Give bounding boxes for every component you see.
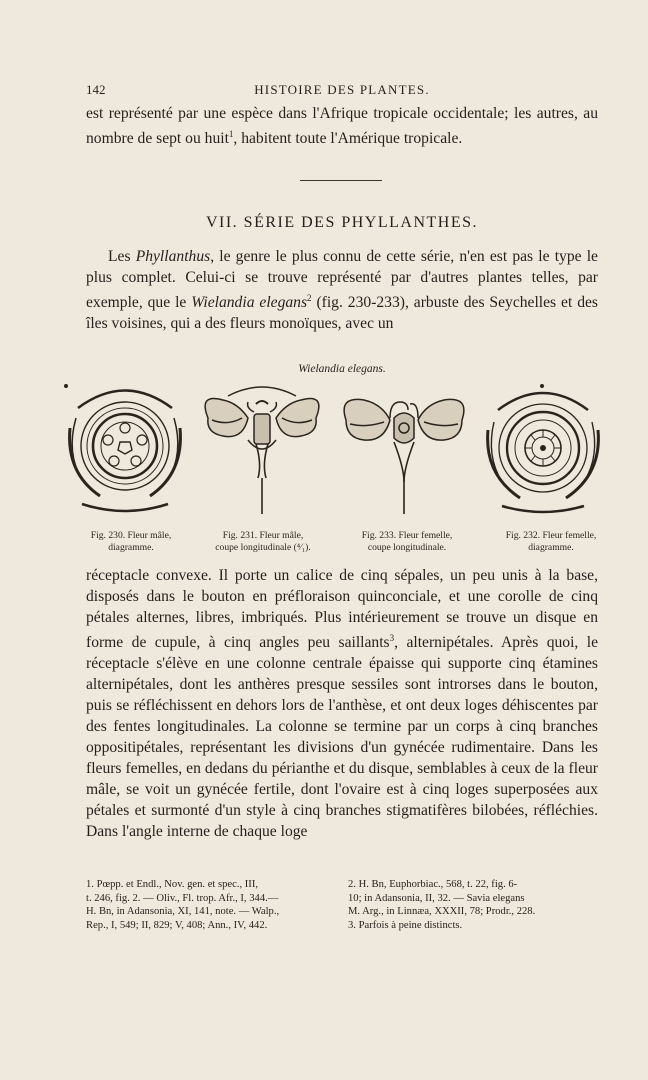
paragraph-1-text-end: , habitent toute l'Amérique tropicale.	[233, 130, 463, 148]
caption-line: Fig. 230. Fleur mâle,	[90, 530, 172, 541]
section-male-flower-illustration	[198, 378, 326, 518]
diagram-female-flower-illustration	[478, 378, 608, 518]
diagram-male-flower-illustration	[60, 378, 190, 518]
caption-line: Fig. 233. Fleur femelle,	[361, 530, 453, 541]
footnote-line: 10; in Adansonia, II, 32. — Savia elegans	[348, 892, 525, 904]
footnote-ref-1[interactable]: 1	[228, 129, 234, 139]
paragraph-2-part1: Les	[108, 248, 136, 265]
caption-line: coupe longitudinale.	[367, 542, 447, 553]
footnote-line: Rep., I, 549; II, 829; V, 408; Ann., IV, 442.	[86, 919, 268, 931]
section-female-flower-illustration	[338, 378, 470, 518]
paragraph-3	[86, 565, 598, 842]
footnote-line: M. Arg., in Linnæa, XXXII, 78; Prodr., 228.	[348, 906, 536, 918]
page-number: 142	[86, 82, 106, 97]
caption-fig-231	[198, 530, 328, 554]
paragraph-2-part3: (fig. 230-233), arbuste des Seychelles et des îles voisines, qui a des fleurs monoïques, avec un	[86, 294, 598, 333]
section-title: VII. SÉRIE DES PHYLLANTHES.	[205, 214, 479, 231]
figure-plate	[48, 378, 608, 526]
paragraph-3-part2: , alternipétales. Après quoi, le réceptacle s'élève en une colonne centrale épaisse qui supporte cinq étamines alternipétales, dont les anthères presque sessiles sont introrses dans le bouton, puis se réfléchissent en dehors lors de l'anthèse, et ont deux loges déhiscentes par des fentes longitudinales. La colonne se termine par un corps à cinq branches oppositipétales, représentant les divisions d'un gynécée rudimentaire. Dans les fleurs femelles, en dedans du périanthe et du disque, semblables à ceux de la fleur mâle, se voit un gynécée fertile, dont l'ovaire est à cinq loges superposées aux pétales et surmonté d'un style à cinq branches stigmatifères bilobées, réfléchies. Dans l'angle interne de chaque loge	[86, 634, 598, 841]
footnote-line: t. 246, fig. 2. — Oliv., Fl. trop. Afr., I, 344.—	[86, 892, 279, 904]
section-divider	[300, 180, 382, 181]
paragraph-1	[86, 103, 598, 149]
caption-fig-232	[486, 530, 616, 554]
species-name: Wielandia elegans	[191, 294, 308, 312]
paragraph-1-text: est représenté par une espèce dans l'Afrique tropicale occidentale; les autres, au nombre de sept ou huit	[86, 105, 598, 148]
running-title: HISTOIRE DES PLANTES.	[254, 82, 430, 97]
caption-fig-230	[66, 530, 196, 554]
page-header	[86, 82, 598, 102]
caption-line: diagramme.	[528, 542, 574, 553]
caption-fig-233	[342, 530, 472, 554]
caption-line: Fig. 231. Fleur mâle,	[222, 530, 304, 541]
paragraph-2	[86, 246, 598, 334]
footnote-line: H. Bn, in Adansonia, XI, 141, note. — Walp.,	[86, 906, 280, 918]
paragraph-2-part2: , le genre le plus connu de cette série, n'en est pas le type le plus complet. Celui-ci se trouve représenté par d'autres plantes telles, par exemple, que le	[86, 248, 598, 312]
caption-line: diagramme.	[108, 542, 154, 553]
footnote-ref-2[interactable]: 2	[307, 293, 312, 303]
caption-line: Fig. 232. Fleur femelle,	[505, 530, 597, 541]
footnote-line: 1. Pœpp. et Endl., Nov. gen. et spec., III,	[86, 879, 259, 890]
footnotes-right-column	[348, 878, 598, 932]
figure-caption-top: Wielandia elegans.	[298, 363, 386, 375]
caption-line: coupe longitudinale (⁴⁄₁).	[215, 542, 311, 553]
footnotes-left-column	[86, 878, 336, 932]
paragraph-3-part1: réceptacle convexe. Il porte un calice de cinq sépales, un peu unis à la base, disposés dans le bouton en préfloraison quinconciale, et une corolle de cinq pétales alternes, libres, imbriqués. Plus intérieurement se trouve un disque en forme de cupule, à cinq angles peu saillants	[86, 567, 598, 652]
genus-name: Phyllanthus	[135, 248, 211, 265]
footnote-line: 3. Parfois à peine distincts.	[348, 919, 463, 931]
footnote-line: 2. H. Bn, Euphorbiac., 568, t. 22, fig. 6-	[348, 879, 518, 890]
footnote-ref-3[interactable]: 3	[389, 633, 395, 643]
